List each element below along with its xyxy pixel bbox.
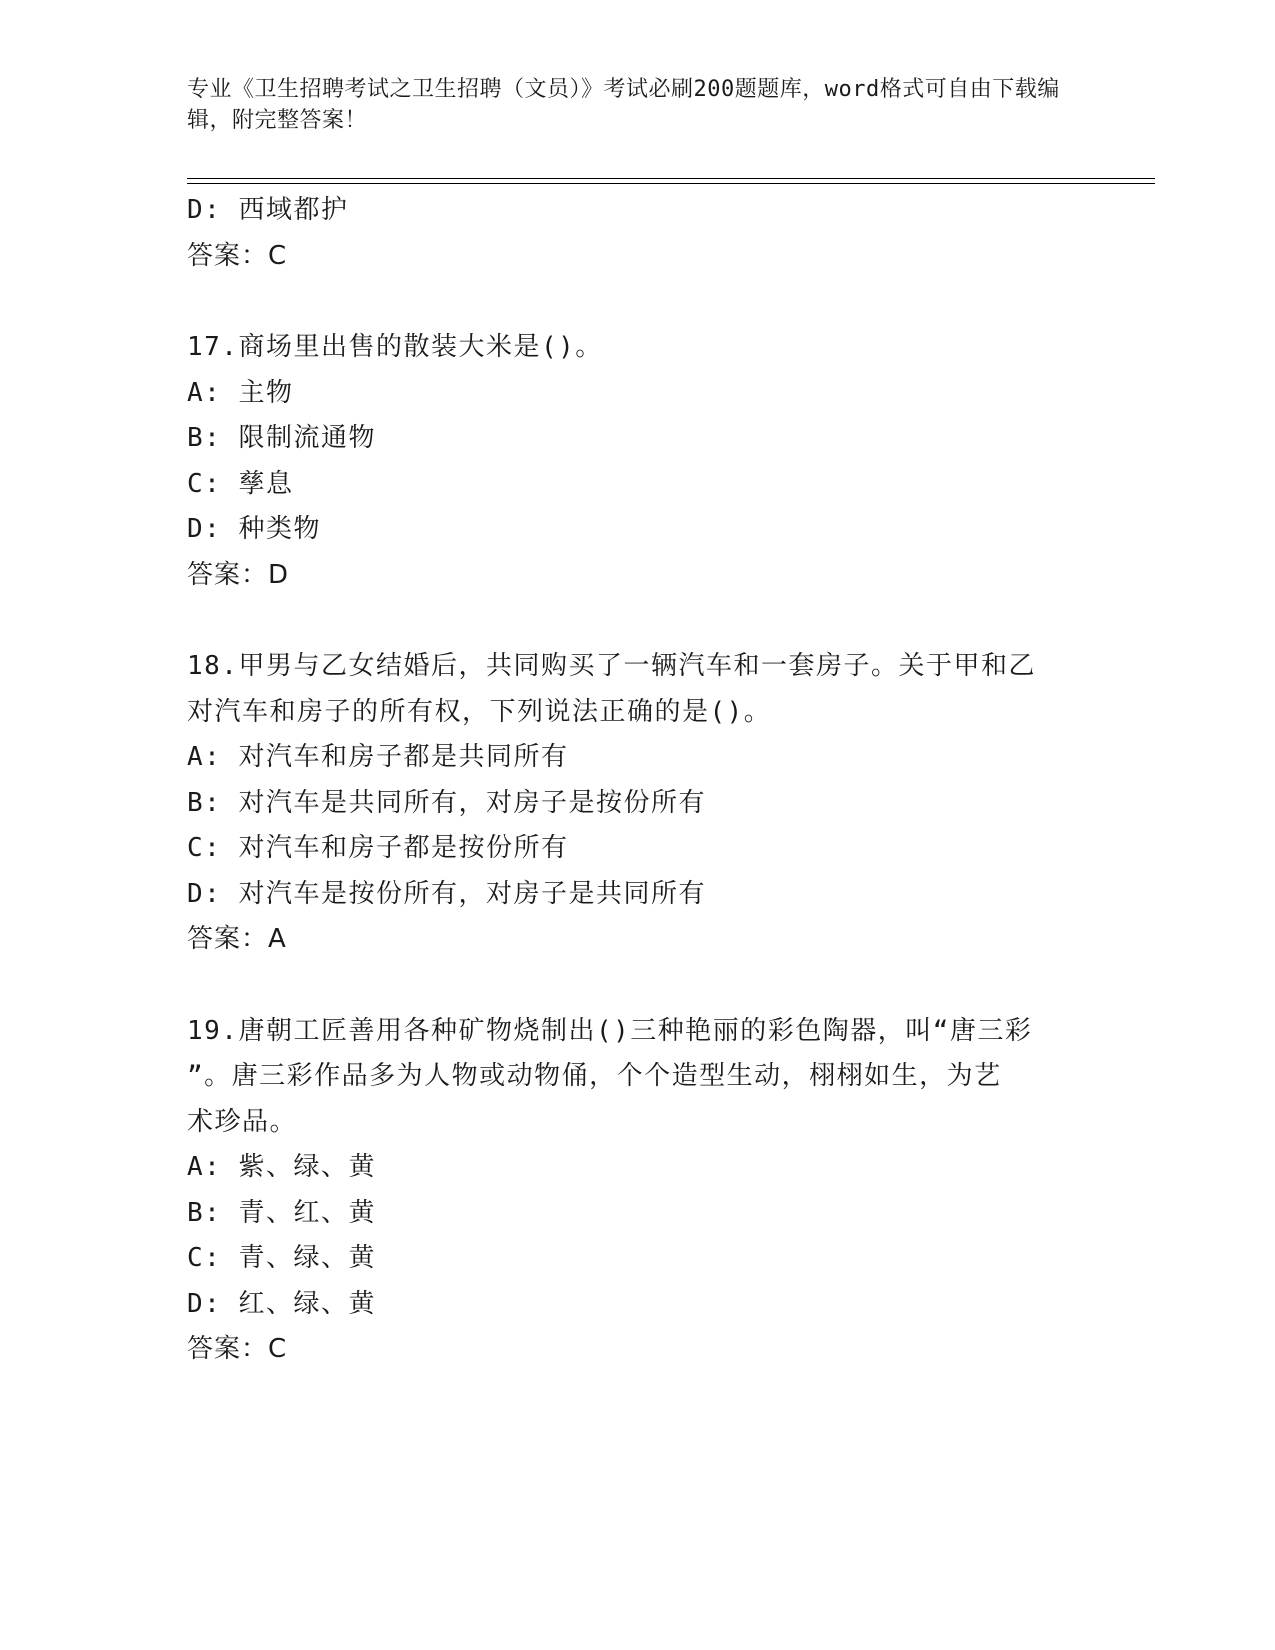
question-18: [187, 644, 1087, 963]
option-a: A: 主物: [187, 377, 294, 408]
question-19: [187, 1009, 1087, 1373]
question-stem: 17.商场里出售的散装大米是()。: [187, 332, 603, 362]
answer: 答案：C: [187, 240, 288, 271]
option-a: A: 对汽车和房子都是共同所有: [187, 742, 569, 772]
option-d: D: 西域都护: [187, 195, 349, 225]
option-c: C: 孳息: [187, 468, 294, 499]
question-content: [187, 188, 1087, 1373]
question-stem-line: 术珍品。: [187, 1106, 298, 1137]
option-d: D: 红、绿、黄: [187, 1288, 376, 1319]
spacer: [187, 279, 1087, 325]
option-b: B: 限制流通物: [187, 423, 376, 453]
spacer: [187, 598, 1087, 644]
question-stem-line: 对汽车和房子的所有权，下列说法正确的是()。: [187, 696, 772, 727]
document-header: 专业《卫生招聘考试之卫生招聘（文员）》考试必刷200题题库，word格式可自由下载编辑，附完整答案！: [187, 77, 1060, 133]
option-c: C: 对汽车和房子都是按份所有: [187, 833, 569, 863]
option-c: C: 青、绿、黄: [187, 1243, 376, 1273]
option-b: B: 青、红、黄: [187, 1197, 376, 1228]
option-d: D: 对汽车是按份所有，对房子是共同所有: [187, 878, 706, 909]
answer: 答案：C: [187, 1334, 288, 1364]
option-a: A: 紫、绿、黄: [187, 1152, 376, 1182]
option-b: B: 对汽车是共同所有，对房子是按份所有: [187, 787, 706, 818]
option-d: D: 种类物: [187, 514, 321, 544]
spacer: [187, 963, 1087, 1009]
header-rule-top: [187, 178, 1155, 179]
answer: 答案：A: [187, 924, 287, 954]
header-rule-bottom: [187, 183, 1155, 184]
question-stem-line: ”。唐三彩作品多为人物或动物俑，个个造型生动，栩栩如生，为艺: [187, 1061, 1002, 1091]
question-17: [187, 325, 1087, 598]
answer: 答案：D: [187, 559, 290, 590]
question-stem-line: 18.甲男与乙女结婚后，共同购买了一辆汽车和一套房子。关于甲和乙: [187, 651, 1036, 681]
question-stem-line: 19.唐朝工匠善用各种矿物烧制出()三种艳丽的彩色陶器，叫“唐三彩: [187, 1015, 1033, 1046]
